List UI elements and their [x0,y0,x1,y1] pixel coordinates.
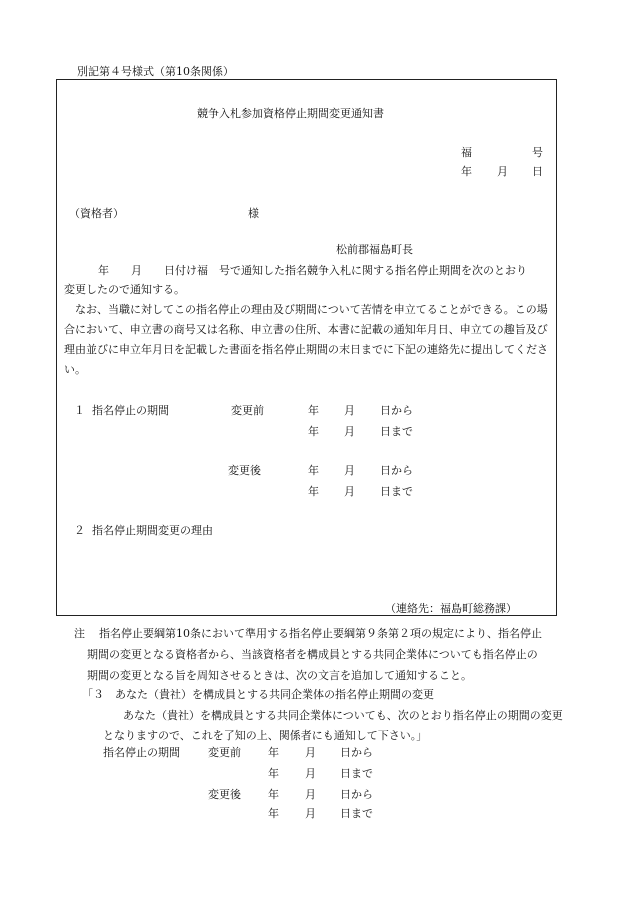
doc-number-prefix: 福 [461,146,472,159]
note-row4-year: 年 [268,807,279,820]
note-text-line-3: 期間の変更となる旨を周知させるときは、次の文言を追加して通知すること。 [87,669,472,682]
doc-number-suffix: 号 [532,146,543,159]
note-text-line-2: 期間の変更となる資格者から、当該資格者を構成員とする共同企業体についても指名停止の [87,648,538,661]
body-line-2: 変更したので通知する。 [64,283,185,296]
section1-before-label: 変更前 [231,404,264,417]
note-period-label: 指名停止の期間 [103,746,180,759]
section1-row2-day: 日まで [380,425,413,438]
note-row1-day: 日から [340,746,373,759]
note-row3-month: 月 [305,788,316,801]
note-row2-day: 日まで [340,767,373,780]
section1-row4-year: 年 [308,485,319,498]
date-day: 日 [532,165,543,178]
note-row3-day: 日から [340,788,373,801]
section1-row4-day: 日まで [380,485,413,498]
note-row4-day: 日まで [340,807,373,820]
section1-row1-year: 年 [308,404,319,417]
note-row2-year: 年 [268,767,279,780]
note-text-line-1: 指名停止要綱第10条において準用する指名停止要綱第９条第２項の規定により、指名停止 [99,627,542,640]
document-title: 競争入札参加資格停止期間変更通知書 [197,107,384,120]
date-year: 年 [461,165,472,178]
contact-info: （連絡先：福島町総務課） [385,602,517,615]
section1-row2-year: 年 [308,425,319,438]
note-row2-month: 月 [305,767,316,780]
note-prefix: 注 [74,627,85,640]
recipient-label: （資格者） [69,207,124,220]
section1-after-label: 変更後 [228,464,261,477]
quote-heading: 「３ あなた（貴社）を構成員とする共同企業体の指名停止期間の変更 [82,688,434,701]
body-paragraph-2: なお、当職に対してこの指名停止の理由及び期間について苦情を申立てることができる。この場合において、申立書の商号又は名称、申立書の住所、本書に記載の通知年月日、申立ての趣旨及び理由並びに申立年月日を記載した書面を指名停止期間の末日までに下記の連絡先に提出してください。 [64,303,548,376]
section1-row1-month: 月 [344,404,355,417]
section1-row1-day: 日から [380,404,413,417]
note-row3-year: 年 [268,788,279,801]
section1-row3-year: 年 [308,464,319,477]
section1-label: 指名停止の期間 [92,404,169,417]
section1-number: １ [74,404,85,417]
form-label: 別記第４号様式（第10条関係） [77,65,234,78]
note-before-label: 変更前 [208,746,241,759]
section1-row2-month: 月 [344,425,355,438]
note-row1-year: 年 [268,746,279,759]
note-row1-month: 月 [305,746,316,759]
sender-name: 松前郡福島町長 [336,243,413,256]
recipient-honorific: 様 [248,207,259,220]
note-row4-month: 月 [305,807,316,820]
section2-number: ２ [74,524,85,537]
quote-line-1: あなた（貴社）を構成員とする共同企業体についても、次のとおり指名停止の期間の変更 [123,709,563,722]
date-month: 月 [497,165,508,178]
section1-row3-month: 月 [344,464,355,477]
section2-label: 指名停止期間変更の理由 [92,524,213,537]
note-after-label: 変更後 [208,788,241,801]
body-line-1: 年 月 日付け福 号で通知した指名競争入札に関する指名停止期間を次のとおり [98,264,527,277]
quote-line-2: となりますので、これを了知の上、関係者にも通知して下さい。」 [103,729,428,742]
section1-row3-day: 日から [380,464,413,477]
section1-row4-month: 月 [344,485,355,498]
